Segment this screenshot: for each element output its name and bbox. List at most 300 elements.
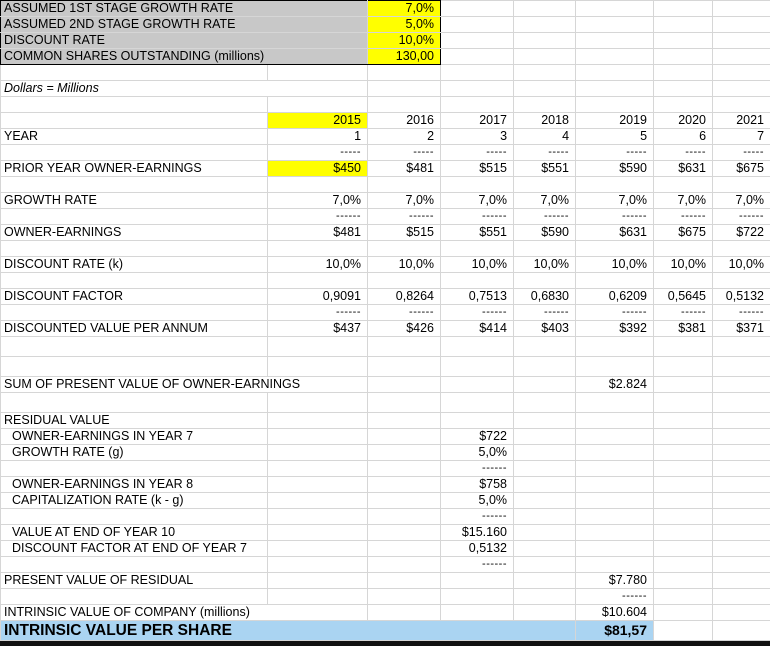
cell-D27[interactable]: $722 [441, 429, 514, 445]
cell-A11[interactable]: PRIOR YEAR OWNER-EARNINGS [1, 161, 268, 177]
cell-B34[interactable] [268, 541, 368, 557]
cell-B16[interactable] [268, 241, 368, 257]
cell-F36[interactable]: $7.780 [576, 573, 654, 589]
cell-B23[interactable] [268, 357, 368, 377]
cell-F28[interactable] [576, 445, 654, 461]
cell-D38[interactable] [441, 605, 514, 621]
cell-A13[interactable]: GROWTH RATE [1, 193, 268, 209]
cell-B29[interactable] [268, 461, 368, 477]
cell-B19[interactable]: 0,9091 [268, 289, 368, 305]
cell-E21[interactable]: $403 [514, 321, 576, 337]
cell-F39[interactable]: $81,57 [576, 621, 654, 641]
cell-A39[interactable]: INTRINSIC VALUE PER SHARE [1, 621, 576, 641]
cell-A7[interactable] [1, 97, 268, 113]
cell-G17[interactable]: 10,0% [654, 257, 713, 273]
cell-D4[interactable] [441, 49, 514, 65]
cell-H21[interactable]: $371 [713, 321, 770, 337]
cell-E3[interactable] [514, 33, 576, 49]
cell-H23[interactable] [713, 357, 770, 377]
cell-C32[interactable] [368, 509, 441, 525]
cell-G7[interactable] [654, 97, 713, 113]
cell-G16[interactable] [654, 241, 713, 257]
cell-E28[interactable] [514, 445, 576, 461]
cell-C25[interactable] [368, 393, 441, 413]
cell-G36[interactable] [654, 573, 713, 589]
cell-A10[interactable] [1, 145, 268, 161]
cell-H13[interactable]: 7,0% [713, 193, 770, 209]
cell-G29[interactable] [654, 461, 713, 477]
cell-B35[interactable] [268, 557, 368, 573]
cell-B25[interactable] [268, 393, 368, 413]
cell-A33[interactable]: VALUE AT END OF YEAR 10 [1, 525, 268, 541]
cell-E22[interactable] [514, 337, 576, 357]
cell-A1[interactable]: ASSUMED 1ST STAGE GROWTH RATE [1, 1, 368, 17]
cell-G39[interactable] [654, 621, 713, 641]
cell-D32[interactable]: ------ [441, 509, 514, 525]
cell-B21[interactable]: $437 [268, 321, 368, 337]
cell-D18[interactable] [441, 273, 514, 289]
cell-H9[interactable]: 7 [713, 129, 770, 145]
cell-F26[interactable] [576, 413, 654, 429]
cell-D12[interactable] [441, 177, 514, 193]
cell-B31[interactable] [268, 493, 368, 509]
cell-F5[interactable] [576, 65, 654, 81]
cell-C19[interactable]: 0,8264 [368, 289, 441, 305]
cell-G31[interactable] [654, 493, 713, 509]
cell-C27[interactable] [368, 429, 441, 445]
cell-F33[interactable] [576, 525, 654, 541]
cell-C5[interactable] [368, 65, 441, 81]
cell-E4[interactable] [514, 49, 576, 65]
cell-B22[interactable] [268, 337, 368, 357]
cell-C23[interactable] [368, 357, 441, 377]
cell-G18[interactable] [654, 273, 713, 289]
cell-E1[interactable] [514, 1, 576, 17]
cell-G26[interactable] [654, 413, 713, 429]
cell-F32[interactable] [576, 509, 654, 525]
cell-F19[interactable]: 0,6209 [576, 289, 654, 305]
cell-D34[interactable]: 0,5132 [441, 541, 514, 557]
cell-H15[interactable]: $722 [713, 225, 770, 241]
cell-G12[interactable] [654, 177, 713, 193]
cell-A26[interactable]: RESIDUAL VALUE [1, 413, 268, 429]
cell-H32[interactable] [713, 509, 770, 525]
cell-E6[interactable] [514, 81, 576, 97]
cell-C22[interactable] [368, 337, 441, 357]
cell-F35[interactable] [576, 557, 654, 573]
cell-H36[interactable] [713, 573, 770, 589]
cell-D25[interactable] [441, 393, 514, 413]
cell-E12[interactable] [514, 177, 576, 193]
cell-B18[interactable] [268, 273, 368, 289]
cell-D8[interactable]: 2017 [441, 113, 514, 129]
cell-A15[interactable]: OWNER-EARNINGS [1, 225, 268, 241]
cell-G14[interactable]: ------ [654, 209, 713, 225]
cell-D19[interactable]: 0,7513 [441, 289, 514, 305]
cell-A38[interactable]: INTRINSIC VALUE OF COMPANY (millions) [1, 605, 368, 621]
cell-D7[interactable] [441, 97, 514, 113]
cell-H18[interactable] [713, 273, 770, 289]
cell-G28[interactable] [654, 445, 713, 461]
cell-D14[interactable]: ------ [441, 209, 514, 225]
cell-C6[interactable] [368, 81, 441, 97]
cell-C20[interactable]: ------ [368, 305, 441, 321]
cell-H19[interactable]: 0,5132 [713, 289, 770, 305]
cell-B37[interactable] [268, 589, 368, 605]
cell-G21[interactable]: $381 [654, 321, 713, 337]
cell-A20[interactable] [1, 305, 268, 321]
cell-G37[interactable] [654, 589, 713, 605]
cell-H8[interactable]: 2021 [713, 113, 770, 129]
cell-C36[interactable] [368, 573, 441, 589]
cell-H22[interactable] [713, 337, 770, 357]
cell-A27[interactable]: OWNER-EARNINGS IN YEAR 7 [1, 429, 268, 445]
cell-H33[interactable] [713, 525, 770, 541]
cell-H35[interactable] [713, 557, 770, 573]
cell-B32[interactable] [268, 509, 368, 525]
cell-H17[interactable]: 10,0% [713, 257, 770, 273]
cell-H12[interactable] [713, 177, 770, 193]
cell-E31[interactable] [514, 493, 576, 509]
cell-E17[interactable]: 10,0% [514, 257, 576, 273]
cell-G38[interactable] [654, 605, 713, 621]
cell-F24[interactable]: $2.824 [576, 377, 654, 393]
cell-F38[interactable]: $10.604 [576, 605, 654, 621]
cell-E7[interactable] [514, 97, 576, 113]
cell-H26[interactable] [713, 413, 770, 429]
cell-G20[interactable]: ------ [654, 305, 713, 321]
cell-D30[interactable]: $758 [441, 477, 514, 493]
cell-E35[interactable] [514, 557, 576, 573]
cell-F20[interactable]: ------ [576, 305, 654, 321]
cell-H1[interactable] [713, 1, 770, 17]
cell-H20[interactable]: ------ [713, 305, 770, 321]
cell-H6[interactable] [713, 81, 770, 97]
cell-H39[interactable] [713, 621, 770, 641]
cell-E20[interactable]: ------ [514, 305, 576, 321]
cell-G13[interactable]: 7,0% [654, 193, 713, 209]
cell-B10[interactable]: ----- [268, 145, 368, 161]
cell-E25[interactable] [514, 393, 576, 413]
cell-D11[interactable]: $515 [441, 161, 514, 177]
cell-D1[interactable] [441, 1, 514, 17]
cell-A35[interactable] [1, 557, 268, 573]
cell-F37[interactable]: ------ [576, 589, 654, 605]
cell-A16[interactable] [1, 241, 268, 257]
cell-E14[interactable]: ------ [514, 209, 576, 225]
cell-B9[interactable]: 1 [268, 129, 368, 145]
cell-E8[interactable]: 2018 [514, 113, 576, 129]
cell-F31[interactable] [576, 493, 654, 509]
cell-C7[interactable] [368, 97, 441, 113]
cell-C12[interactable] [368, 177, 441, 193]
cell-H3[interactable] [713, 33, 770, 49]
cell-A36[interactable]: PRESENT VALUE OF RESIDUAL [1, 573, 268, 589]
cell-F11[interactable]: $590 [576, 161, 654, 177]
cell-F30[interactable] [576, 477, 654, 493]
cell-C28[interactable] [368, 445, 441, 461]
cell-G15[interactable]: $675 [654, 225, 713, 241]
cell-F27[interactable] [576, 429, 654, 445]
cell-C2[interactable]: 5,0% [368, 17, 441, 33]
cell-B12[interactable] [268, 177, 368, 193]
cell-B17[interactable]: 10,0% [268, 257, 368, 273]
cell-C21[interactable]: $426 [368, 321, 441, 337]
cell-B20[interactable]: ------ [268, 305, 368, 321]
cell-H16[interactable] [713, 241, 770, 257]
cell-F23[interactable] [576, 357, 654, 377]
cell-D6[interactable] [441, 81, 514, 97]
cell-D3[interactable] [441, 33, 514, 49]
cell-F25[interactable] [576, 393, 654, 413]
cell-E27[interactable] [514, 429, 576, 445]
cell-G23[interactable] [654, 357, 713, 377]
cell-A3[interactable]: DISCOUNT RATE [1, 33, 368, 49]
cell-E5[interactable] [514, 65, 576, 81]
cell-A21[interactable]: DISCOUNTED VALUE PER ANNUM [1, 321, 268, 337]
cell-G8[interactable]: 2020 [654, 113, 713, 129]
cell-F7[interactable] [576, 97, 654, 113]
cell-H11[interactable]: $675 [713, 161, 770, 177]
cell-A19[interactable]: DISCOUNT FACTOR [1, 289, 268, 305]
cell-G22[interactable] [654, 337, 713, 357]
cell-E24[interactable] [514, 377, 576, 393]
cell-G30[interactable] [654, 477, 713, 493]
cell-E36[interactable] [514, 573, 576, 589]
cell-B15[interactable]: $481 [268, 225, 368, 241]
cell-D31[interactable]: 5,0% [441, 493, 514, 509]
cell-B13[interactable]: 7,0% [268, 193, 368, 209]
cell-E38[interactable] [514, 605, 576, 621]
cell-F17[interactable]: 10,0% [576, 257, 654, 273]
cell-G32[interactable] [654, 509, 713, 525]
cell-E34[interactable] [514, 541, 576, 557]
cell-F4[interactable] [576, 49, 654, 65]
cell-G3[interactable] [654, 33, 713, 49]
cell-C8[interactable]: 2016 [368, 113, 441, 129]
cell-E11[interactable]: $551 [514, 161, 576, 177]
cell-C3[interactable]: 10,0% [368, 33, 441, 49]
cell-A32[interactable] [1, 509, 268, 525]
cell-D17[interactable]: 10,0% [441, 257, 514, 273]
cell-E30[interactable] [514, 477, 576, 493]
cell-E19[interactable]: 0,6830 [514, 289, 576, 305]
cell-B11[interactable]: $450 [268, 161, 368, 177]
cell-C13[interactable]: 7,0% [368, 193, 441, 209]
cell-C34[interactable] [368, 541, 441, 557]
cell-C10[interactable]: ----- [368, 145, 441, 161]
cell-C9[interactable]: 2 [368, 129, 441, 145]
cell-D5[interactable] [441, 65, 514, 81]
cell-A25[interactable] [1, 393, 268, 413]
cell-D28[interactable]: 5,0% [441, 445, 514, 461]
cell-A5[interactable] [1, 65, 268, 81]
cell-A34[interactable]: DISCOUNT FACTOR AT END OF YEAR 7 [1, 541, 268, 557]
cell-F3[interactable] [576, 33, 654, 49]
cell-D29[interactable]: ------ [441, 461, 514, 477]
cell-A18[interactable] [1, 273, 268, 289]
cell-A29[interactable] [1, 461, 268, 477]
cell-F22[interactable] [576, 337, 654, 357]
cell-H24[interactable] [713, 377, 770, 393]
cell-G11[interactable]: $631 [654, 161, 713, 177]
cell-A28[interactable]: GROWTH RATE (g) [1, 445, 268, 461]
cell-C31[interactable] [368, 493, 441, 509]
cell-C29[interactable] [368, 461, 441, 477]
cell-C35[interactable] [368, 557, 441, 573]
cell-G19[interactable]: 0,5645 [654, 289, 713, 305]
cell-F18[interactable] [576, 273, 654, 289]
cell-G2[interactable] [654, 17, 713, 33]
cell-H28[interactable] [713, 445, 770, 461]
cell-G25[interactable] [654, 393, 713, 413]
cell-A14[interactable] [1, 209, 268, 225]
cell-D10[interactable]: ----- [441, 145, 514, 161]
cell-F16[interactable] [576, 241, 654, 257]
cell-D13[interactable]: 7,0% [441, 193, 514, 209]
cell-F1[interactable] [576, 1, 654, 17]
cell-D24[interactable] [441, 377, 514, 393]
cell-E33[interactable] [514, 525, 576, 541]
cell-D16[interactable] [441, 241, 514, 257]
cell-F15[interactable]: $631 [576, 225, 654, 241]
cell-B14[interactable]: ------ [268, 209, 368, 225]
cell-C1[interactable]: 7,0% [368, 1, 441, 17]
cell-H14[interactable]: ------ [713, 209, 770, 225]
cell-H7[interactable] [713, 97, 770, 113]
cell-E32[interactable] [514, 509, 576, 525]
cell-H10[interactable]: ----- [713, 145, 770, 161]
cell-H2[interactable] [713, 17, 770, 33]
cell-G27[interactable] [654, 429, 713, 445]
cell-C26[interactable] [368, 413, 441, 429]
cell-G6[interactable] [654, 81, 713, 97]
cell-E26[interactable] [514, 413, 576, 429]
cell-H4[interactable] [713, 49, 770, 65]
cell-G9[interactable]: 6 [654, 129, 713, 145]
cell-A24[interactable]: SUM OF PRESENT VALUE OF OWNER-EARNINGS [1, 377, 368, 393]
cell-H38[interactable] [713, 605, 770, 621]
cell-B8[interactable]: 2015 [268, 113, 368, 129]
cell-E29[interactable] [514, 461, 576, 477]
cell-G35[interactable] [654, 557, 713, 573]
cell-A37[interactable] [1, 589, 268, 605]
cell-D33[interactable]: $15.160 [441, 525, 514, 541]
cell-C18[interactable] [368, 273, 441, 289]
cell-E9[interactable]: 4 [514, 129, 576, 145]
cell-F12[interactable] [576, 177, 654, 193]
cell-D9[interactable]: 3 [441, 129, 514, 145]
cell-A22[interactable] [1, 337, 268, 357]
cell-A30[interactable]: OWNER-EARNINGS IN YEAR 8 [1, 477, 268, 493]
cell-G5[interactable] [654, 65, 713, 81]
cell-D15[interactable]: $551 [441, 225, 514, 241]
cell-H25[interactable] [713, 393, 770, 413]
cell-F8[interactable]: 2019 [576, 113, 654, 129]
cell-D2[interactable] [441, 17, 514, 33]
cell-A6[interactable]: Dollars = Millions [1, 81, 368, 97]
cell-C16[interactable] [368, 241, 441, 257]
cell-B30[interactable] [268, 477, 368, 493]
cell-H27[interactable] [713, 429, 770, 445]
cell-F14[interactable]: ------ [576, 209, 654, 225]
cell-D21[interactable]: $414 [441, 321, 514, 337]
cell-G4[interactable] [654, 49, 713, 65]
cell-C4[interactable]: 130,00 [368, 49, 441, 65]
cell-F29[interactable] [576, 461, 654, 477]
cell-F21[interactable]: $392 [576, 321, 654, 337]
cell-E15[interactable]: $590 [514, 225, 576, 241]
cell-G10[interactable]: ----- [654, 145, 713, 161]
cell-F34[interactable] [576, 541, 654, 557]
cell-D35[interactable]: ------ [441, 557, 514, 573]
cell-H30[interactable] [713, 477, 770, 493]
cell-E2[interactable] [514, 17, 576, 33]
cell-F6[interactable] [576, 81, 654, 97]
cell-B5[interactable] [268, 65, 368, 81]
cell-G34[interactable] [654, 541, 713, 557]
cell-H37[interactable] [713, 589, 770, 605]
cell-G1[interactable] [654, 1, 713, 17]
cell-A2[interactable]: ASSUMED 2ND STAGE GROWTH RATE [1, 17, 368, 33]
cell-C33[interactable] [368, 525, 441, 541]
cell-E16[interactable] [514, 241, 576, 257]
cell-D23[interactable] [441, 357, 514, 377]
cell-B28[interactable] [268, 445, 368, 461]
cell-A8[interactable] [1, 113, 268, 129]
cell-C24[interactable] [368, 377, 441, 393]
cell-C11[interactable]: $481 [368, 161, 441, 177]
cell-F13[interactable]: 7,0% [576, 193, 654, 209]
cell-H5[interactable] [713, 65, 770, 81]
cell-G24[interactable] [654, 377, 713, 393]
cell-C37[interactable] [368, 589, 441, 605]
cell-A23[interactable] [1, 357, 268, 377]
cell-G33[interactable] [654, 525, 713, 541]
cell-C15[interactable]: $515 [368, 225, 441, 241]
cell-D26[interactable] [441, 413, 514, 429]
cell-D37[interactable] [441, 589, 514, 605]
cell-E23[interactable] [514, 357, 576, 377]
cell-A4[interactable]: COMMON SHARES OUTSTANDING (millions) [1, 49, 368, 65]
cell-A17[interactable]: DISCOUNT RATE (k) [1, 257, 268, 273]
cell-D20[interactable]: ------ [441, 305, 514, 321]
cell-C17[interactable]: 10,0% [368, 257, 441, 273]
cell-E10[interactable]: ----- [514, 145, 576, 161]
cell-E13[interactable]: 7,0% [514, 193, 576, 209]
cell-F10[interactable]: ----- [576, 145, 654, 161]
cell-H34[interactable] [713, 541, 770, 557]
cell-A9[interactable]: YEAR [1, 129, 268, 145]
cell-D36[interactable] [441, 573, 514, 589]
cell-A12[interactable] [1, 177, 268, 193]
cell-E18[interactable] [514, 273, 576, 289]
cell-C38[interactable] [368, 605, 441, 621]
cell-C30[interactable] [368, 477, 441, 493]
cell-H31[interactable] [713, 493, 770, 509]
cell-F2[interactable] [576, 17, 654, 33]
cell-F9[interactable]: 5 [576, 129, 654, 145]
cell-H29[interactable] [713, 461, 770, 477]
cell-B33[interactable] [268, 525, 368, 541]
cell-B27[interactable] [268, 429, 368, 445]
cell-B26[interactable] [268, 413, 368, 429]
cell-E37[interactable] [514, 589, 576, 605]
cell-A31[interactable]: CAPITALIZATION RATE (k - g) [1, 493, 268, 509]
cell-B36[interactable] [268, 573, 368, 589]
cell-D22[interactable] [441, 337, 514, 357]
cell-B7[interactable] [268, 97, 368, 113]
